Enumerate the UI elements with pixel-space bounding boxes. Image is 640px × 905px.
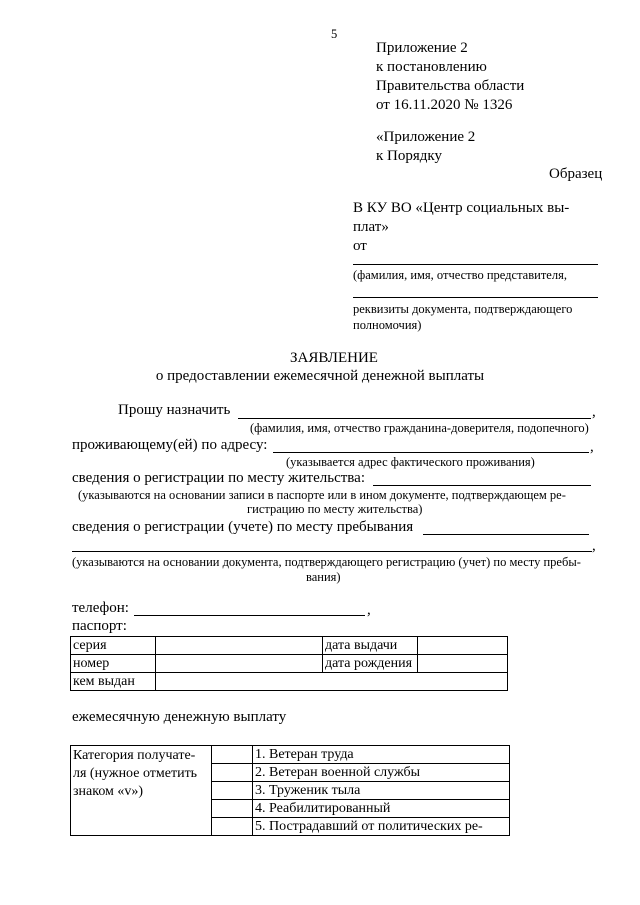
category-option: 5. Пострадавший от политических ре- [253, 818, 510, 836]
address-hint: (указывается адрес фактического проживания) [286, 455, 535, 469]
category-checkbox[interactable] [212, 818, 253, 836]
category-label [71, 746, 212, 836]
category-checkbox[interactable] [212, 764, 253, 782]
category-option: 2. Ветеран военной службы [253, 764, 510, 782]
addressee-line: В КУ ВО «Центр социальных вы- [353, 200, 570, 216]
sample-label: Образец [549, 166, 603, 182]
header-line: от 16.11.2020 № 1326 [376, 97, 513, 113]
comma: , [592, 538, 596, 554]
issue-date-value[interactable] [418, 637, 508, 655]
registration-line[interactable] [373, 485, 591, 486]
header-line: Приложение 2 [376, 40, 468, 56]
issue-date-label: дата выдачи [323, 637, 418, 655]
stay-line[interactable] [423, 534, 589, 535]
header-line: «Приложение 2 [376, 129, 476, 145]
number-value[interactable] [156, 655, 323, 673]
request-hint: (фамилия, имя, отчество гражданина-доверителя, подопечного) [250, 421, 589, 435]
header-line: к Порядку [376, 148, 442, 164]
number-label: номер [71, 655, 156, 673]
address-label: проживающему(ей) по адресу: [72, 437, 268, 453]
header-line: к постановлению [376, 59, 487, 75]
stay-hint: (указываются на основании документа, подтверждающего регистрацию (учет) по месту пребы- [72, 555, 581, 569]
principal-name-line[interactable] [238, 418, 591, 419]
category-label-line: знаком «v») [73, 784, 144, 799]
birth-date-label: дата рождения [323, 655, 418, 673]
registration-hint: (указываются на основании записи в паспорте или в ином документе, подтверждающем ре- [78, 488, 566, 502]
request-label: Прошу назначить [118, 402, 231, 418]
registration-hint: гистрацию по месту жительства) [247, 502, 423, 516]
payment-label: ежемесячную денежную выплату [72, 709, 287, 725]
header-line: Правительства области [376, 78, 525, 94]
addressee-hint: полномочия) [353, 318, 422, 332]
page-number: 5 [331, 27, 338, 41]
document-title: ЗАЯВЛЕНИЕ [290, 350, 378, 366]
category-option: 1. Ветеран труда [253, 746, 510, 764]
issued-by-value[interactable] [156, 673, 508, 691]
birth-date-value[interactable] [418, 655, 508, 673]
category-label-line: Категория получате- [73, 748, 196, 763]
addressee-hint: (фамилия, имя, отчество представителя, [353, 268, 567, 282]
addressee-line: плат» [353, 219, 389, 235]
category-table [70, 745, 510, 836]
category-label-line: ля (нужное отметить [73, 766, 198, 781]
phone-label: телефон: [72, 600, 129, 616]
passport-label: паспорт: [72, 618, 127, 634]
comma: , [592, 404, 596, 420]
category-checkbox[interactable] [212, 746, 253, 764]
phone-line[interactable] [134, 615, 365, 616]
address-line[interactable] [273, 452, 589, 453]
representative-doc-line[interactable] [353, 297, 598, 298]
addressee-hint: реквизиты документа, подтверждающего [353, 302, 573, 316]
comma: , [590, 439, 594, 455]
addressee-from: от [353, 238, 367, 254]
comma: , [367, 602, 371, 618]
category-option: 3. Труженик тыла [253, 782, 510, 800]
stay-label: сведения о регистрации (учете) по месту пребывания [72, 519, 414, 535]
registration-label: сведения о регистрации по месту жительства: [72, 470, 365, 486]
passport-table [70, 636, 508, 691]
stay-hint: вания) [306, 570, 341, 584]
category-checkbox[interactable] [212, 782, 253, 800]
category-option: 4. Реабилитированный [253, 800, 510, 818]
category-checkbox[interactable] [212, 800, 253, 818]
series-value[interactable] [156, 637, 323, 655]
document-subtitle: о предоставлении ежемесячной денежной выплаты [155, 368, 485, 384]
series-label: серия [71, 637, 156, 655]
stay-line-2[interactable] [72, 551, 592, 552]
representative-name-line[interactable] [353, 264, 598, 265]
issued-by-label: кем выдан [71, 673, 156, 691]
